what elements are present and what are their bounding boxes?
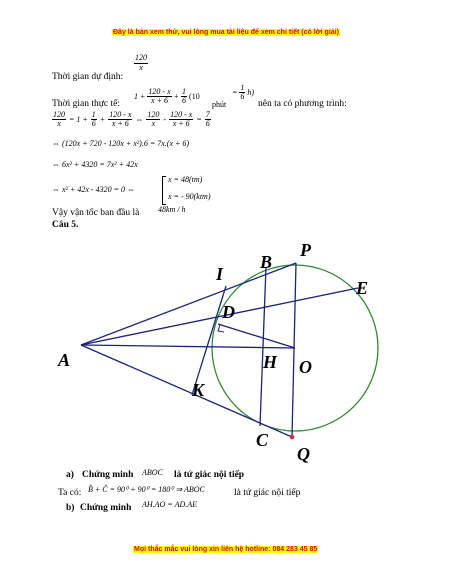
eq1-g-num: 120 bbox=[147, 110, 160, 119]
actual-expression bbox=[134, 88, 200, 106]
label-a: A bbox=[58, 350, 71, 370]
actual-eq: = bbox=[232, 88, 238, 98]
label-o: O bbox=[299, 357, 312, 377]
eq1-a-num: 120 bbox=[53, 110, 65, 119]
label-k: K bbox=[192, 380, 205, 400]
equation-2: ⇔ (120x + 720 - 120x + x²).6 = 7x.(x + 6) bbox=[52, 139, 190, 148]
footer-banner: Mọi thắc mắc vui lòng xin liên hệ hotline: 084 283 45 85 bbox=[134, 546, 318, 553]
geometry-figure bbox=[50, 230, 390, 465]
eq1-c-den: 6 bbox=[91, 119, 96, 129]
actual-h: h) bbox=[247, 88, 255, 98]
point-q bbox=[290, 435, 295, 440]
eq1-g-den: x bbox=[151, 119, 156, 129]
label-p: P bbox=[300, 240, 311, 260]
eq1-k-num: 7 bbox=[205, 110, 210, 119]
ta-co-math: B̂ + Ĉ = 90⁰ + 90⁰ = 180⁰ ⇒ ABOC bbox=[88, 485, 205, 494]
label-c: C bbox=[256, 430, 269, 450]
solution-2: x = - 90(ktm) bbox=[168, 192, 211, 201]
planned-fraction bbox=[134, 54, 148, 72]
part-b-math: AH.AO = AD.AE bbox=[142, 500, 198, 509]
label-b: B bbox=[260, 252, 273, 272]
actual-lead: 1 + bbox=[134, 92, 146, 102]
actual-conversion bbox=[232, 84, 254, 102]
eq1-h: - bbox=[163, 115, 167, 125]
part-b-text: Chứng minh bbox=[80, 503, 132, 513]
header-banner: Đây là bản xem thử, vui lòng mua tài liệu để xem chi tiết (có lời giải) bbox=[113, 29, 339, 36]
actual-f3-den: 6 bbox=[240, 92, 245, 102]
actual-label: Thời gian thực tế: bbox=[52, 99, 120, 109]
label-d: D bbox=[222, 302, 235, 322]
part-a-math: ABOC bbox=[142, 468, 163, 477]
solution-1: x = 48(tm) bbox=[168, 175, 203, 184]
eq1-b: = 1 + bbox=[69, 115, 88, 125]
actual-paren: (10 bbox=[189, 92, 200, 102]
eq1-e-den: x + 6 bbox=[111, 119, 129, 129]
segment-ik bbox=[192, 286, 226, 395]
label-q: Q bbox=[297, 444, 310, 464]
actual-f1-den: x + 6 bbox=[151, 96, 168, 106]
eq1-k-den: 6 bbox=[205, 119, 210, 129]
conclusion-value: 48km / h bbox=[158, 205, 186, 214]
actual-plus: + bbox=[173, 92, 180, 102]
actual-f2-num: 1 bbox=[182, 87, 187, 96]
label-h: H bbox=[263, 352, 278, 372]
equation-1 bbox=[52, 111, 211, 129]
ta-co-tail: là tứ giác nội tiếp bbox=[234, 488, 301, 498]
eq1-d: + bbox=[99, 115, 106, 125]
segment-bc bbox=[260, 267, 266, 426]
actual-f2-den: 6 bbox=[182, 96, 187, 106]
eq1-i-den: x + 6 bbox=[172, 119, 190, 129]
eq1-c-num: 1 bbox=[91, 110, 96, 119]
actual-f1-num: 120 - x bbox=[148, 87, 171, 96]
ta-co-label: Ta có: bbox=[58, 488, 82, 498]
part-a-tail: là tứ giác nội tiếp bbox=[174, 470, 245, 480]
secant-ae bbox=[81, 288, 358, 345]
planned-num: 120 bbox=[135, 53, 147, 63]
conclusion: Vậy vận tốc ban đầu là bbox=[52, 208, 140, 218]
solution-bracket bbox=[162, 176, 166, 205]
eq1-a-den: x bbox=[57, 119, 61, 129]
eq1-e-num: 120 - x bbox=[109, 110, 132, 119]
part-a-text: Chứng minh bbox=[82, 470, 134, 480]
planned-label: Thời gian dự định: bbox=[52, 72, 124, 82]
question-title: Câu 5. bbox=[52, 220, 79, 230]
actual-tail: nên ta có phương trình: bbox=[258, 99, 347, 109]
part-a-label: a) bbox=[66, 470, 74, 480]
eq1-i-num: 120 - x bbox=[170, 110, 193, 119]
label-e: E bbox=[356, 278, 369, 298]
label-i: I bbox=[216, 264, 224, 284]
planned-den: x bbox=[139, 62, 143, 72]
eq1-j: = bbox=[196, 115, 202, 125]
equation-4: ⇔ x² + 42x - 4320 = 0 ⇔ bbox=[52, 185, 135, 194]
part-b-label: b) bbox=[66, 503, 75, 513]
segment-pq bbox=[292, 263, 296, 437]
actual-f3-num: 1 bbox=[240, 83, 245, 92]
equation-3: ⇔ 6x² + 4320 = 7x² + 42x bbox=[52, 160, 138, 169]
eq1-f: ⇔ bbox=[135, 115, 144, 125]
actual-unit: phút bbox=[212, 100, 227, 109]
segment-do bbox=[218, 324, 295, 348]
